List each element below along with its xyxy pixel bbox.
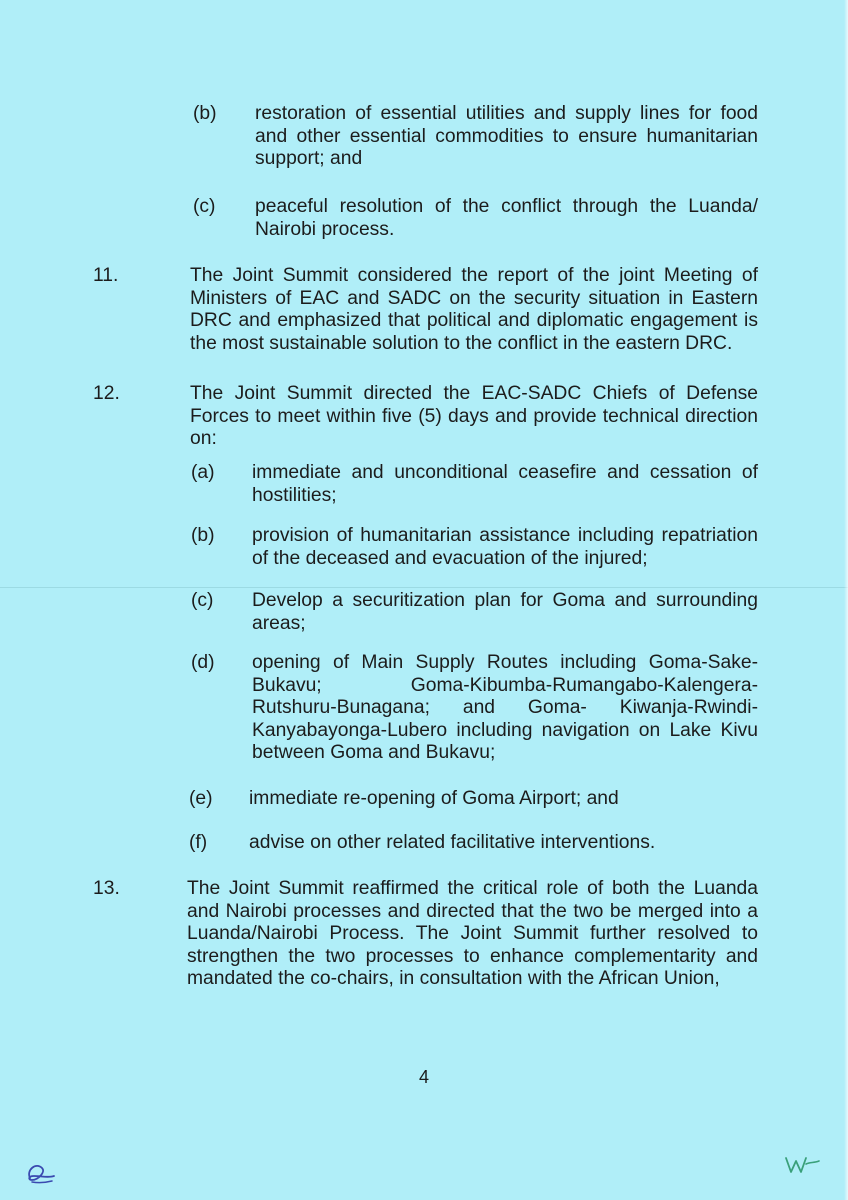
initials-right-signature [783, 1152, 823, 1178]
list-item-label: (b) [191, 525, 215, 546]
list-item-text: immediate re-opening of Goma Airport; and [249, 788, 619, 809]
list-item-text: Develop a securitization plan for Goma and surrounding areas; [252, 590, 758, 634]
paragraph-text: The Joint Summit reaffirmed the critical role of both the Luanda and Nairobi processes and directed that the two be merged into a Luanda/Nairobi Process. The Joint Summit further resolved to strengthen the two processes to enhance complementarity and mandated the co-chairs, in consultation with the African Union, [187, 878, 758, 989]
continued-item-label: (b) [193, 103, 217, 124]
list-item-text: provision of humanitarian assistance including repatriation of the deceased and evacuation of the injured; [252, 525, 758, 569]
list-item-label: (e) [189, 788, 213, 809]
paragraph-number: 13. [93, 878, 120, 899]
continued-item-text: restoration of essential utilities and supply lines for food and other essential commodities to ensure humanitarian support; and [255, 103, 758, 169]
fold-crease [0, 587, 848, 588]
list-item-label: (a) [191, 462, 215, 483]
page-edge [844, 0, 848, 1200]
paragraph-text: The Joint Summit considered the report of the joint Meeting of Ministers of EAC and SADC on the security situation in Eastern DRC and emphasized that political and diplomatic engagement is the most sustainable solution to the conflict in the eastern DRC. [190, 265, 758, 354]
initials-left-signature [22, 1158, 58, 1188]
list-item-label: (d) [191, 652, 215, 673]
paragraph-number: 11. [93, 265, 119, 286]
list-item-text: advise on other related facilitative interventions. [249, 832, 656, 853]
list-item-text: immediate and unconditional ceasefire and cessation of hostilities; [252, 462, 758, 506]
list-item-label: (f) [189, 832, 208, 853]
list-item-label: (c) [191, 590, 214, 611]
page-number: 4 [418, 1067, 429, 1087]
paragraph-number: 12. [93, 383, 120, 404]
continued-item-text: peaceful resolution of the conflict through the Luanda/ Nairobi process. [255, 196, 758, 240]
continued-item-label: (c) [193, 196, 216, 217]
paragraph-text: The Joint Summit directed the EAC-SADC Chiefs of Defense Forces to meet within five (5) days and provide technical direction on: [190, 383, 758, 449]
list-item-text: opening of Main Supply Routes including Goma-Sake-Bukavu; Goma-Kibumba-Rumangabo-Kalengera-Rutshuru-Bunagana; and Goma- Kiwanja-Rwindi-Kanyabayonga-Lubero including navigation on Lake Kivu between Goma and Bukavu; [252, 652, 758, 763]
